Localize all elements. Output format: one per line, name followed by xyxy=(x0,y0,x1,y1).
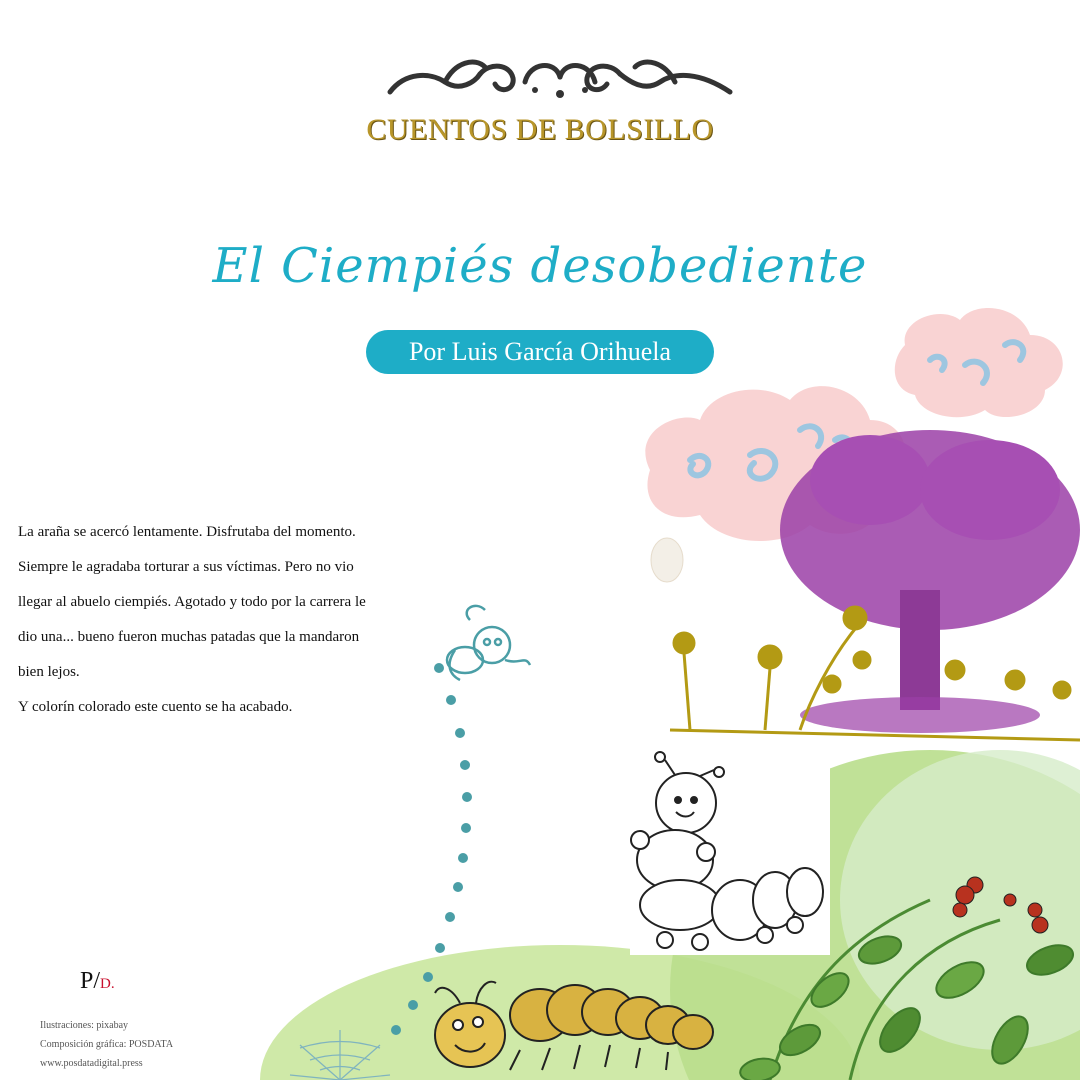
credit-website: www.posdatadigital.press xyxy=(40,1058,143,1069)
story-line: bien lejos. xyxy=(18,664,80,680)
centipede-outline-icon xyxy=(630,745,830,955)
credit-composition: Composición gráfica: POSDATA xyxy=(40,1039,174,1050)
egg-icon xyxy=(651,538,683,582)
story-line: La araña se acercó lentamente. Disfrutaba del momento. xyxy=(18,524,356,540)
credit-illustrations: Ilustraciones: pixabay xyxy=(40,1020,129,1031)
logo-accent: D. xyxy=(100,976,115,992)
story-line: dio una... bueno fueron muchas patadas que la mandaron xyxy=(18,629,360,645)
pink-cloud-icon xyxy=(895,308,1063,417)
story-line: Y colorín colorado este cuento se ha acabado. xyxy=(18,699,293,715)
logo-main: P/ xyxy=(80,968,101,994)
story-line: llegar al abuelo ciempiés. Agotado y todo por la carrera le xyxy=(18,594,366,610)
author-badge: Por Luis García Orihuela xyxy=(366,330,714,374)
credits xyxy=(40,1016,173,1073)
spider-icon xyxy=(447,606,530,680)
posdata-logo xyxy=(80,968,115,995)
story-line: Siempre le agradaba torturar a sus víctimas. Pero no vio xyxy=(18,559,354,575)
series-title: CUENTOS DE BOLSILLO xyxy=(366,113,714,146)
story-title: El Ciempiés desobediente xyxy=(212,238,868,294)
